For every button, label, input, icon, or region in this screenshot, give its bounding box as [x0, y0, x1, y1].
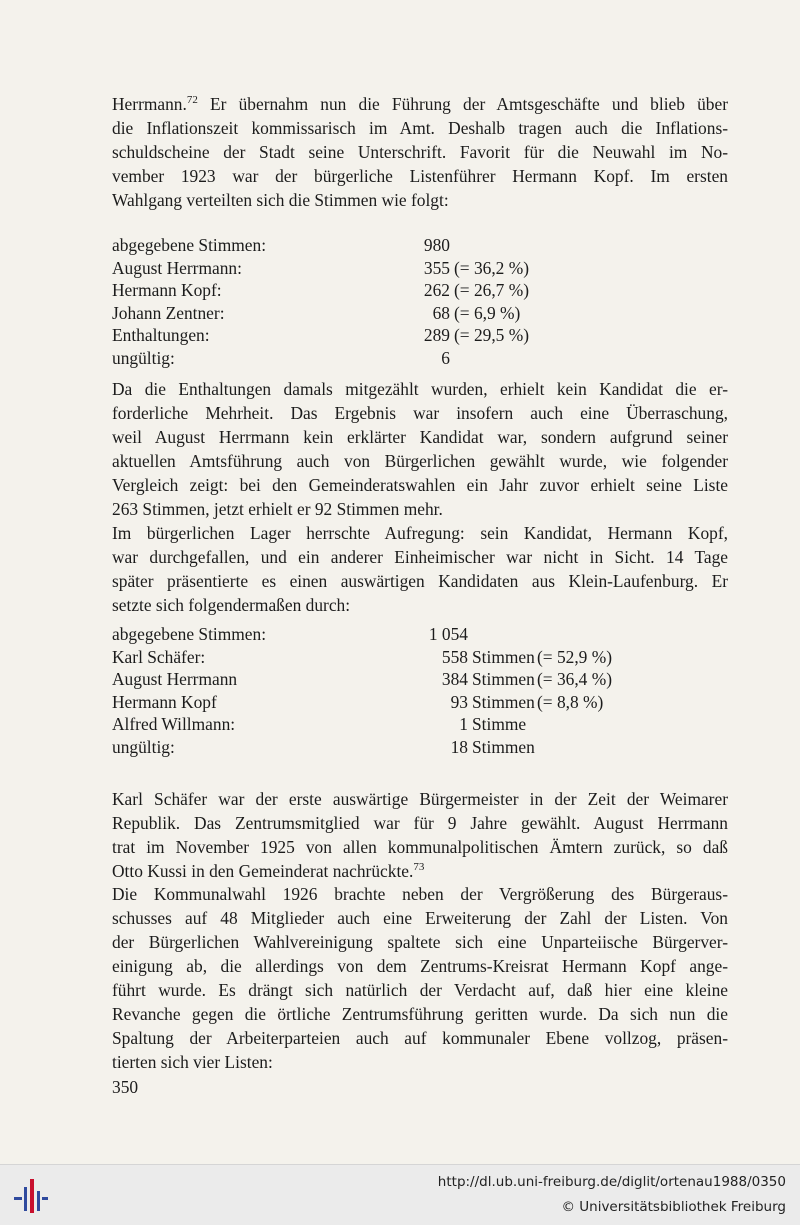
- row-number: 558: [441, 646, 468, 667]
- row-label: August Herrmann:: [112, 257, 242, 278]
- row-percent: (= 36,2 %): [454, 257, 530, 278]
- text-line: forderliche Mehrheit. Das Ergebnis war insofern auch eine Überraschung,: [112, 403, 728, 423]
- text-line: tierten sich vier Listen:: [112, 1052, 273, 1072]
- row-label: abgegebene Stimmen:: [112, 235, 267, 255]
- text-line: vember 1923 war der bürgerliche Listenführer Hermann Kopf. Im ersten: [112, 166, 728, 186]
- ub-freiburg-logo-icon[interactable]: [10, 1175, 50, 1217]
- row-label: Enthaltungen:: [112, 325, 210, 345]
- table-row: [112, 347, 672, 370]
- row-percent: (= 26,7 %): [454, 280, 530, 300]
- table-row: [112, 736, 672, 759]
- footnote-ref-73[interactable]: 73: [413, 861, 425, 873]
- permalink-url[interactable]: http://dl.ub.uni-freiburg.de/diglit/ortenau1988/0350: [437, 1174, 786, 1190]
- table-row: [112, 713, 672, 736]
- row-number: 355: [423, 257, 450, 278]
- paragraph-5: [112, 882, 728, 1074]
- row-unit: Stimme: [472, 714, 527, 734]
- footer-bar: [0, 1164, 800, 1225]
- table-row: [112, 302, 672, 325]
- text-line: der Bürgerlichen Wahlvereinigung spaltete sich eine Unparteiische Bürgerver-: [112, 932, 728, 952]
- text-line: trat im November 1925 von allen kommunalpolitischen Ämtern zurück, so daß: [112, 837, 728, 857]
- row-number: 18: [450, 736, 468, 757]
- text-line: schuldscheine der Stadt seine Unterschrift. Favorit für die Neuwahl im No-: [112, 142, 728, 162]
- row-label: ungültig:: [112, 736, 175, 757]
- row-unit: Stimmen: [472, 646, 535, 667]
- vote-table-second-ballot: [112, 623, 672, 758]
- row-percent: (= 36,4 %): [537, 669, 613, 689]
- text-line: Vergleich zeigt: bei den Gemeinderatswahlen ein Jahr zuvor erhielt seine Liste: [112, 475, 728, 495]
- row-label: August Herrmann: [112, 669, 238, 689]
- row-number: 93: [450, 691, 468, 712]
- row-label: Hermann Kopf: [112, 691, 217, 712]
- copyright-text: © Universitätsbibliothek Freiburg: [561, 1199, 786, 1215]
- text-line: Republik. Das Zentrumsmitglied war für 9 Jahre gewählt. August Herrmann: [112, 813, 728, 833]
- page-number: 350: [112, 1077, 139, 1097]
- text-line: Im bürgerlichen Lager herrschte Aufregung: sein Kandidat, Hermann Kopf,: [112, 523, 728, 543]
- text-line: führt wurde. Es drängt sich natürlich der Verdacht auf, daß hier eine kleine: [112, 980, 728, 1000]
- row-percent: (= 8,8 %): [537, 691, 604, 712]
- paragraph-4: [112, 787, 728, 883]
- table-row: [112, 257, 672, 280]
- text-line: Karl Schäfer war der erste auswärtige Bürgermeister in der Zeit der Weimarer: [112, 789, 728, 809]
- text-line: 263 Stimmen, jetzt erhielt er 92 Stimmen mehr.: [112, 499, 443, 519]
- text-line: setzte sich folgendermaßen durch:: [112, 595, 351, 615]
- row-percent: (= 29,5 %): [454, 325, 530, 345]
- text-line: Otto Kussi in den Gemeinderat nachrückte.$^{73}$: [112, 861, 425, 881]
- row-label: Johann Zentner:: [112, 302, 225, 323]
- row-label: abgegebene Stimmen:: [112, 624, 267, 644]
- table-row: [112, 279, 672, 302]
- row-number: 384: [441, 669, 468, 689]
- text-line: war durchgefallen, und ein anderer Einheimischer war nicht in Sicht. 14 Tage: [112, 547, 728, 567]
- footnote-ref-72[interactable]: 72: [186, 94, 198, 106]
- vote-table-first-ballot: [112, 234, 672, 369]
- paragraph-3: [112, 521, 728, 617]
- text-line: Wahlgang verteilten sich die Stimmen wie folgt:: [112, 190, 449, 210]
- row-unit: Stimmen: [472, 691, 535, 712]
- row-percent: (= 52,9 %): [537, 646, 613, 667]
- table-row: [112, 668, 672, 691]
- row-number: 980: [423, 235, 450, 255]
- text-line: die Inflationszeit kommissarisch im Amt. Deshalb tragen auch die Inflations-: [112, 118, 728, 138]
- paragraph-2: [112, 377, 728, 521]
- row-number: 262: [423, 280, 450, 300]
- row-percent: (= 6,9 %): [454, 302, 521, 323]
- paragraph-1: [112, 92, 728, 212]
- row-number: 1: [459, 714, 468, 734]
- text-line: aktuellen Amtsführung auch von Bürgerlichen gewählt wurde, wie folgender: [112, 451, 728, 471]
- table-row: [112, 623, 672, 646]
- text-line: schusses auf 48 Mitglieder auch eine Erweiterung der Zahl der Listen. Von: [112, 908, 728, 928]
- text-line: Da die Enthaltungen damals mitgezählt wurden, erhielt kein Kandidat die er-: [112, 379, 728, 399]
- text-line: Revanche gegen die örtliche Zentrumsführung geritten wurde. Da sich nun die: [112, 1004, 728, 1024]
- table-row: [112, 234, 672, 257]
- row-unit: Stimmen: [472, 736, 535, 757]
- row-label: Hermann Kopf:: [112, 280, 222, 300]
- text-line: später präsentierte es einen auswärtigen Kandidaten aus Klein-Laufenburg. Er: [112, 571, 728, 591]
- text-line: Spaltung der Arbeiterparteien auch auf kommunaler Ebene vollzog, präsen-: [112, 1028, 728, 1048]
- row-unit: Stimmen: [472, 669, 535, 689]
- row-label: ungültig:: [112, 347, 175, 368]
- text-line: weil August Herrmann kein erklärter Kandidat war, sondern aufgrund seiner: [112, 427, 728, 447]
- row-number: 6: [441, 347, 450, 368]
- table-row: [112, 324, 672, 347]
- text-line: Die Kommunalwahl 1926 brachte neben der Vergrößerung des Bürgeraus-: [112, 884, 728, 904]
- row-label: Alfred Willmann:: [112, 714, 236, 734]
- text-line: Herrmann.$^{72}$ Er übernahm nun die Führung der Amtsgeschäfte und blieb über: [112, 94, 728, 114]
- row-number: 68: [432, 302, 450, 323]
- row-label: Karl Schäfer:: [112, 646, 206, 667]
- table-row: [112, 646, 672, 669]
- row-number: 289: [423, 325, 450, 345]
- text-line: einigung ab, die allerdings von dem Zentrums-Kreisrat Hermann Kopf ange-: [112, 956, 728, 976]
- row-number: 1 054: [428, 624, 468, 644]
- table-row: [112, 691, 672, 714]
